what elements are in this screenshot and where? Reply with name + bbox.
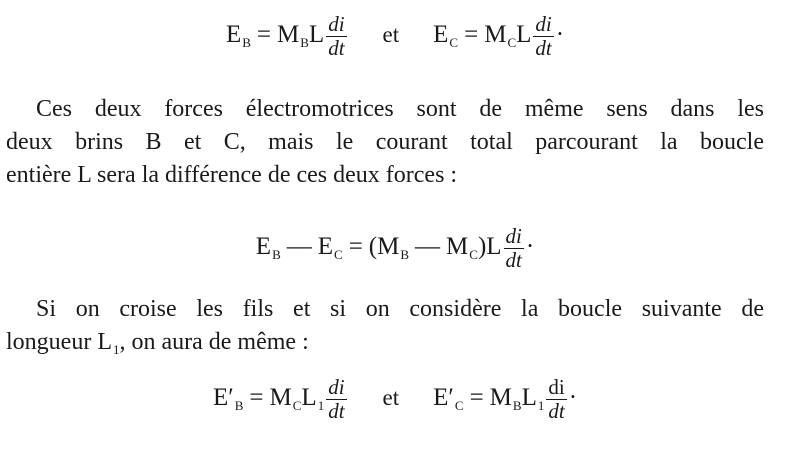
eq1-right-sub: C	[449, 35, 459, 51]
eq2-frac-num: di	[505, 224, 522, 248]
eq2-c-sub: B	[400, 247, 410, 263]
eq2-close-paren: )	[477, 233, 487, 261]
eq3-right-m: M	[489, 384, 512, 412]
eq2-l: L	[486, 233, 502, 261]
eq2-minus-2: —	[415, 233, 441, 261]
paragraph-1-line-2: deux brins B et C, mais le courant total parcourant la boucle	[6, 129, 764, 155]
eq2-equals: =	[348, 233, 363, 261]
paragraph-crossed-wires	[6, 293, 764, 366]
eq2-frac-den: dt	[505, 248, 522, 272]
eq2-d-var: M	[446, 233, 469, 261]
eq2-b-var: E	[317, 233, 334, 261]
equation-emf-difference	[0, 226, 790, 271]
eq3-right-l: L	[521, 384, 537, 412]
eq1-right-m-sub: C	[507, 35, 517, 51]
eq1-right-m: M	[484, 21, 507, 49]
eq1-left-sub: B	[242, 35, 251, 51]
eq3-right-frac-num: di	[548, 375, 565, 399]
eq1-right-var: E	[433, 21, 449, 49]
eq1-left-frac-num: di	[328, 12, 345, 36]
eq1-left-frac-den: dt	[328, 36, 345, 60]
paragraph-2-line-2-start: longueur L	[6, 329, 112, 355]
eq2-open-paren: (	[368, 233, 378, 261]
equation-emf-b-and-c: $E_B = M_BL$ $\frac{di}{dt}$ et $E_C = M_CL$ $\frac{di}{dt}$ ·	[225, 12, 565, 60]
eq3-right-sub: C	[454, 398, 464, 414]
eq3-left-frac-num: di	[328, 375, 345, 399]
equation-emf-crossed: $E'_B = M_CL_1$ $\frac{di}{dt}$ et $E'_C = M_BL_1$ $\frac{di}{dt}$ ·	[212, 375, 578, 423]
paragraph-2-line-2	[6, 326, 764, 366]
paragraph-2-line-1: Si on croise les fils et si on considère la boucle suivante de	[36, 296, 764, 322]
eq3-right-var: E′	[433, 384, 454, 412]
eq3-end-dot: ·	[568, 384, 578, 412]
eq2-fraction	[504, 226, 524, 271]
eq2-end-dot: ·	[525, 233, 535, 261]
paragraph-1-line-1: Ces deux forces électromotrices sont de même sens dans les	[36, 96, 764, 122]
eq3-left-frac-den: dt	[328, 399, 345, 423]
eq3-left-var: E′	[212, 384, 234, 412]
eq2-c-var: M	[377, 233, 400, 261]
paragraph-1-line-3: entière L sera la différence de ces deux forces :	[6, 162, 458, 188]
eq3-left-fraction	[326, 377, 346, 422]
eq2-b-sub: C	[334, 247, 343, 263]
eq3-right-m-sub: B	[512, 398, 522, 414]
eq1-right-frac-num: di	[535, 12, 552, 36]
eq1-end-dot: ·	[555, 21, 565, 49]
eq1-conjunction: et	[382, 22, 400, 48]
eq1-right-frac-den: dt	[535, 36, 552, 60]
eq2-a-sub: B	[272, 247, 281, 263]
paragraph-2-line-2-sub: 1	[112, 342, 120, 357]
eq1-left-fraction	[326, 14, 346, 59]
eq1-right-fraction	[533, 14, 553, 59]
eq3-right-fraction	[546, 377, 566, 422]
eq3-left-l-sub: 1	[317, 398, 325, 414]
eq1-left-var: E	[225, 21, 242, 49]
eq3-left-m: M	[269, 384, 292, 412]
eq1-left-l: L	[308, 21, 325, 49]
eq3-left-l: L	[301, 384, 317, 412]
eq3-left-m-sub: C	[292, 398, 302, 414]
paragraph-emf-difference	[6, 93, 764, 192]
eq1-left-m-sub: B	[300, 35, 309, 51]
eq2-d-sub: C	[469, 247, 478, 263]
eq3-right-l-sub: 1	[537, 398, 545, 414]
eq3-conjunction: et	[382, 385, 400, 411]
eq1-left-m: M	[277, 21, 300, 49]
eq3-right-frac-den: dt	[548, 399, 565, 423]
eq2-a-var: E	[255, 233, 272, 261]
paragraph-2-line-2-end: , on aura de même :	[119, 329, 309, 355]
eq1-right-l: L	[516, 21, 532, 49]
eq2-minus-1: —	[286, 233, 312, 261]
eq3-left-sub: B	[234, 398, 244, 414]
